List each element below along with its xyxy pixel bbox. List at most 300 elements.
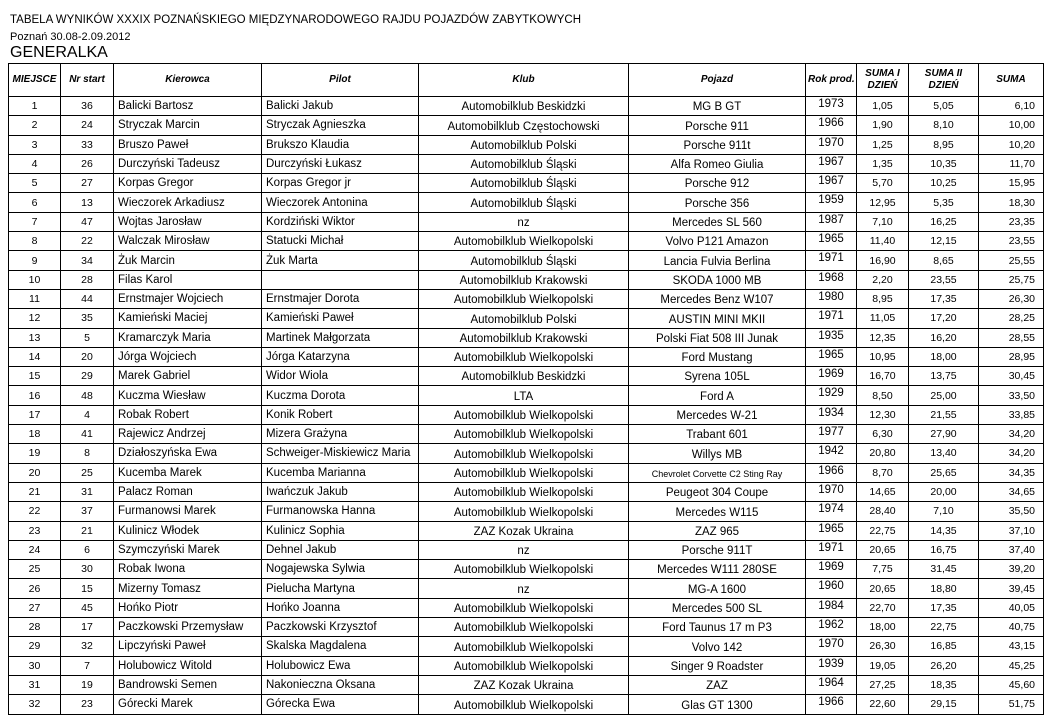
cell-sum-total: 34,20 <box>979 444 1044 463</box>
cell-driver: Kamieński Maciej <box>114 309 262 328</box>
col-header-year: Rok prod. <box>806 64 857 97</box>
cell-sum-total: 23,55 <box>979 232 1044 251</box>
cell-year: 1934 <box>806 405 857 424</box>
cell-start-number: 37 <box>61 502 114 521</box>
cell-driver: Walczak Mirosław <box>114 232 262 251</box>
cell-club: Automobilklub Wielkopolski <box>419 347 629 366</box>
table-row <box>9 482 1044 501</box>
cell-pilot: Wieczorek Antonina <box>262 193 419 212</box>
cell-driver: Stryczak Marcin <box>114 116 262 135</box>
cell-place: 22 <box>9 502 61 521</box>
cell-sum-day2: 16,85 <box>909 637 979 656</box>
cell-vehicle: Mercedes Benz W107 <box>629 289 806 308</box>
cell-club: Automobilklub Wielkopolski <box>419 695 629 714</box>
cell-place: 14 <box>9 347 61 366</box>
cell-vehicle: Glas GT 1300 <box>629 695 806 714</box>
cell-year: 1974 <box>806 502 857 521</box>
cell-driver: Furmanowsi Marek <box>114 502 262 521</box>
cell-year: 1929 <box>806 386 857 405</box>
cell-sum-day2: 29,15 <box>909 695 979 714</box>
cell-start-number: 33 <box>61 135 114 154</box>
cell-sum-day2: 22,75 <box>909 618 979 637</box>
cell-sum-total: 33,85 <box>979 405 1044 424</box>
cell-pilot: Martinek Małgorzata <box>262 328 419 347</box>
cell-sum-total: 45,25 <box>979 656 1044 675</box>
cell-vehicle: Porsche 911t <box>629 135 806 154</box>
cell-place: 21 <box>9 482 61 501</box>
cell-year: 1970 <box>806 482 857 501</box>
cell-vehicle: Alfa Romeo Giulia <box>629 154 806 173</box>
cell-place: 23 <box>9 521 61 540</box>
cell-club: Automobilklub Wielkopolski <box>419 482 629 501</box>
cell-sum-day1: 20,65 <box>857 579 909 598</box>
table-row <box>9 174 1044 193</box>
cell-pilot: Paczkowski Krzysztof <box>262 618 419 637</box>
cell-year: 1970 <box>806 637 857 656</box>
cell-sum-day2: 16,25 <box>909 212 979 231</box>
cell-sum-day2: 18,80 <box>909 579 979 598</box>
cell-sum-day2: 13,40 <box>909 444 979 463</box>
cell-sum-day1: 16,70 <box>857 367 909 386</box>
cell-place: 30 <box>9 656 61 675</box>
cell-club: nz <box>419 579 629 598</box>
cell-pilot: Mizera Grażyna <box>262 425 419 444</box>
cell-driver: Żuk Marcin <box>114 251 262 270</box>
cell-sum-day2: 8,65 <box>909 251 979 270</box>
cell-driver: Marek Gabriel <box>114 367 262 386</box>
cell-place: 25 <box>9 560 61 579</box>
document-title: TABELA WYNIKÓW XXXIX POZNAŃSKIEGO MIĘDZYNARODOWEGO RAJDU POJAZDÓW ZABYTKOWYCH <box>10 14 582 26</box>
cell-driver: Szymczyński Marek <box>114 540 262 559</box>
cell-sum-day2: 8,95 <box>909 135 979 154</box>
cell-place: 16 <box>9 386 61 405</box>
cell-year: 1984 <box>806 598 857 617</box>
cell-vehicle: Ford Taunus 17 m P3 <box>629 618 806 637</box>
col-header-sum-day1: SUMA I DZIEŃ <box>857 64 909 97</box>
cell-sum-total: 28,55 <box>979 328 1044 347</box>
cell-sum-day1: 8,50 <box>857 386 909 405</box>
cell-year: 1968 <box>806 270 857 289</box>
cell-start-number: 23 <box>61 695 114 714</box>
col-header-driver: Kierowca <box>114 64 262 97</box>
cell-place: 32 <box>9 695 61 714</box>
cell-sum-day2: 5,35 <box>909 193 979 212</box>
cell-vehicle: Ford Mustang <box>629 347 806 366</box>
cell-year: 1971 <box>806 309 857 328</box>
cell-sum-day1: 22,75 <box>857 521 909 540</box>
cell-start-number: 22 <box>61 232 114 251</box>
cell-vehicle: Mercedes W115 <box>629 502 806 521</box>
cell-start-number: 36 <box>61 97 114 116</box>
col-header-pilot: Pilot <box>262 64 419 97</box>
cell-place: 19 <box>9 444 61 463</box>
cell-club: Automobilklub Śląski <box>419 174 629 193</box>
cell-sum-day2: 17,35 <box>909 289 979 308</box>
cell-sum-day2: 14,35 <box>909 521 979 540</box>
cell-year: 1960 <box>806 579 857 598</box>
table-row <box>9 463 1044 482</box>
cell-driver: Robak Robert <box>114 405 262 424</box>
cell-driver: Wieczorek Arkadiusz <box>114 193 262 212</box>
cell-year: 1966 <box>806 695 857 714</box>
table-row <box>9 598 1044 617</box>
cell-start-number: 21 <box>61 521 114 540</box>
table-row <box>9 579 1044 598</box>
cell-vehicle: Mercedes SL 560 <box>629 212 806 231</box>
cell-pilot: Pielucha Martyna <box>262 579 419 598</box>
cell-place: 8 <box>9 232 61 251</box>
cell-sum-day1: 12,30 <box>857 405 909 424</box>
cell-start-number: 7 <box>61 656 114 675</box>
cell-pilot: Żuk Marta <box>262 251 419 270</box>
cell-year: 1971 <box>806 540 857 559</box>
cell-sum-day2: 26,20 <box>909 656 979 675</box>
cell-start-number: 26 <box>61 154 114 173</box>
cell-sum-day1: 8,95 <box>857 289 909 308</box>
cell-start-number: 17 <box>61 618 114 637</box>
col-header-sum-total: SUMA <box>979 64 1044 97</box>
cell-vehicle: Peugeot 304 Coupe <box>629 482 806 501</box>
cell-sum-day1: 10,95 <box>857 347 909 366</box>
cell-sum-total: 10,20 <box>979 135 1044 154</box>
cell-place: 31 <box>9 675 61 694</box>
cell-year: 1965 <box>806 521 857 540</box>
cell-sum-total: 34,65 <box>979 482 1044 501</box>
table-row <box>9 270 1044 289</box>
cell-place: 28 <box>9 618 61 637</box>
cell-driver: Lipczyński Paweł <box>114 637 262 656</box>
cell-club: Automobilklub Wielkopolski <box>419 463 629 482</box>
cell-sum-day2: 18,00 <box>909 347 979 366</box>
cell-vehicle: Polski Fiat 508 III Junak <box>629 328 806 347</box>
cell-pilot: Jórga Katarzyna <box>262 347 419 366</box>
cell-start-number: 32 <box>61 637 114 656</box>
cell-club: Automobilklub Wielkopolski <box>419 656 629 675</box>
cell-driver: Ernstmajer Wojciech <box>114 289 262 308</box>
table-row <box>9 425 1044 444</box>
cell-sum-total: 37,10 <box>979 521 1044 540</box>
cell-place: 5 <box>9 174 61 193</box>
cell-sum-day2: 18,35 <box>909 675 979 694</box>
cell-sum-day2: 10,35 <box>909 154 979 173</box>
cell-sum-day2: 31,45 <box>909 560 979 579</box>
table-row <box>9 560 1044 579</box>
cell-start-number: 28 <box>61 270 114 289</box>
cell-sum-total: 43,15 <box>979 637 1044 656</box>
cell-year: 1987 <box>806 212 857 231</box>
cell-pilot: Widor Wiola <box>262 367 419 386</box>
cell-club: ZAZ Kozak Ukraina <box>419 675 629 694</box>
table-row <box>9 675 1044 694</box>
cell-start-number: 19 <box>61 675 114 694</box>
cell-sum-total: 23,35 <box>979 212 1044 231</box>
cell-pilot: Brukszo Klaudia <box>262 135 419 154</box>
cell-club: Automobilklub Krakowski <box>419 270 629 289</box>
cell-place: 3 <box>9 135 61 154</box>
cell-start-number: 24 <box>61 116 114 135</box>
cell-sum-total: 33,50 <box>979 386 1044 405</box>
cell-club: Automobilklub Beskidzki <box>419 367 629 386</box>
cell-sum-total: 34,20 <box>979 425 1044 444</box>
cell-place: 11 <box>9 289 61 308</box>
cell-driver: Hońko Piotr <box>114 598 262 617</box>
table-row <box>9 367 1044 386</box>
cell-year: 1966 <box>806 463 857 482</box>
cell-vehicle: Mercedes W111 280SE <box>629 560 806 579</box>
cell-vehicle: Lancia Fulvia Berlina <box>629 251 806 270</box>
cell-driver: Korpas Gregor <box>114 174 262 193</box>
cell-vehicle: MG-A 1600 <box>629 579 806 598</box>
cell-sum-total: 6,10 <box>979 97 1044 116</box>
cell-pilot: Statucki Michał <box>262 232 419 251</box>
cell-vehicle: Syrena 105L <box>629 367 806 386</box>
section-title: GENERALKA <box>10 44 108 61</box>
table-row <box>9 386 1044 405</box>
cell-sum-total: 25,55 <box>979 251 1044 270</box>
cell-start-number: 15 <box>61 579 114 598</box>
cell-club: nz <box>419 540 629 559</box>
cell-club: Automobilklub Polski <box>419 309 629 328</box>
cell-club: Automobilklub Wielkopolski <box>419 560 629 579</box>
cell-sum-total: 10,00 <box>979 116 1044 135</box>
cell-pilot: Balicki Jakub <box>262 97 419 116</box>
cell-sum-day1: 20,65 <box>857 540 909 559</box>
cell-sum-total: 28,25 <box>979 309 1044 328</box>
cell-sum-day1: 22,60 <box>857 695 909 714</box>
cell-year: 1967 <box>806 154 857 173</box>
cell-sum-day2: 21,55 <box>909 405 979 424</box>
cell-pilot: Ernstmajer Dorota <box>262 289 419 308</box>
cell-vehicle: Mercedes 500 SL <box>629 598 806 617</box>
cell-pilot: Kucemba Marianna <box>262 463 419 482</box>
cell-driver: Bruszo Paweł <box>114 135 262 154</box>
cell-club: nz <box>419 212 629 231</box>
cell-club: Automobilklub Polski <box>419 135 629 154</box>
cell-driver: Rajewicz Andrzej <box>114 425 262 444</box>
cell-place: 4 <box>9 154 61 173</box>
cell-vehicle: Volvo 142 <box>629 637 806 656</box>
cell-start-number: 47 <box>61 212 114 231</box>
place-date: Poznań 30.08-2.09.2012 <box>10 31 131 43</box>
cell-place: 20 <box>9 463 61 482</box>
cell-sum-day2: 13,75 <box>909 367 979 386</box>
cell-pilot: Górecka Ewa <box>262 695 419 714</box>
cell-vehicle: Chevrolet Corvette C2 Sting Ray <box>629 463 806 482</box>
cell-place: 17 <box>9 405 61 424</box>
cell-sum-total: 37,40 <box>979 540 1044 559</box>
cell-driver: Jórga Wojciech <box>114 347 262 366</box>
cell-start-number: 35 <box>61 309 114 328</box>
table-row <box>9 405 1044 424</box>
col-header-sum-day2: SUMA II DZIEŃ <box>909 64 979 97</box>
table-row <box>9 193 1044 212</box>
cell-start-number: 45 <box>61 598 114 617</box>
cell-sum-day2: 17,20 <box>909 309 979 328</box>
cell-driver: Mizerny Tomasz <box>114 579 262 598</box>
cell-driver: Kulinicz Włodek <box>114 521 262 540</box>
cell-club: Automobilklub Śląski <box>419 154 629 173</box>
cell-sum-day1: 12,35 <box>857 328 909 347</box>
cell-pilot: Durczyński Łukasz <box>262 154 419 173</box>
cell-club: Automobilklub Krakowski <box>419 328 629 347</box>
cell-sum-total: 39,45 <box>979 579 1044 598</box>
cell-year: 1935 <box>806 328 857 347</box>
cell-sum-day2: 7,10 <box>909 502 979 521</box>
cell-club: Automobilklub Wielkopolski <box>419 598 629 617</box>
cell-year: 1959 <box>806 193 857 212</box>
cell-club: Automobilklub Wielkopolski <box>419 425 629 444</box>
cell-place: 6 <box>9 193 61 212</box>
cell-pilot: Dehnel Jakub <box>262 540 419 559</box>
cell-driver: Bandrowski Semen <box>114 675 262 694</box>
cell-sum-day1: 6,30 <box>857 425 909 444</box>
cell-pilot: Nogajewska Sylwia <box>262 560 419 579</box>
cell-start-number: 48 <box>61 386 114 405</box>
cell-sum-day1: 22,70 <box>857 598 909 617</box>
cell-pilot: Iwańczuk Jakub <box>262 482 419 501</box>
cell-year: 1967 <box>806 174 857 193</box>
cell-vehicle: AUSTIN MINI MKII <box>629 309 806 328</box>
table-row <box>9 212 1044 231</box>
cell-pilot: Kulinicz Sophia <box>262 521 419 540</box>
cell-vehicle: Volvo P121 Amazon <box>629 232 806 251</box>
cell-vehicle: Porsche 911 <box>629 116 806 135</box>
cell-start-number: 41 <box>61 425 114 444</box>
cell-pilot: Stryczak Agnieszka <box>262 116 419 135</box>
cell-year: 1980 <box>806 289 857 308</box>
table-row <box>9 656 1044 675</box>
cell-driver: Balicki Bartosz <box>114 97 262 116</box>
cell-pilot: Kamieński Paweł <box>262 309 419 328</box>
cell-place: 9 <box>9 251 61 270</box>
cell-sum-day1: 8,70 <box>857 463 909 482</box>
cell-sum-day2: 25,00 <box>909 386 979 405</box>
table-row <box>9 232 1044 251</box>
cell-driver: Palacz Roman <box>114 482 262 501</box>
cell-place: 7 <box>9 212 61 231</box>
cell-start-number: 25 <box>61 463 114 482</box>
col-header-vehicle: Pojazd <box>629 64 806 97</box>
cell-start-number: 5 <box>61 328 114 347</box>
cell-sum-day1: 14,65 <box>857 482 909 501</box>
table-row <box>9 444 1044 463</box>
cell-place: 2 <box>9 116 61 135</box>
cell-sum-day2: 5,05 <box>909 97 979 116</box>
cell-sum-day1: 11,05 <box>857 309 909 328</box>
cell-pilot: Holubowicz Ewa <box>262 656 419 675</box>
cell-year: 1962 <box>806 618 857 637</box>
cell-start-number: 13 <box>61 193 114 212</box>
cell-year: 1969 <box>806 560 857 579</box>
cell-driver: Kucemba Marek <box>114 463 262 482</box>
cell-club: Automobilklub Wielkopolski <box>419 637 629 656</box>
cell-driver: Paczkowski Przemysław <box>114 618 262 637</box>
cell-vehicle: MG B GT <box>629 97 806 116</box>
cell-sum-day2: 10,25 <box>909 174 979 193</box>
cell-vehicle: Ford A <box>629 386 806 405</box>
cell-start-number: 31 <box>61 482 114 501</box>
cell-sum-total: 40,75 <box>979 618 1044 637</box>
cell-sum-total: 34,35 <box>979 463 1044 482</box>
cell-sum-day1: 7,10 <box>857 212 909 231</box>
cell-sum-day1: 1,35 <box>857 154 909 173</box>
cell-sum-day1: 2,20 <box>857 270 909 289</box>
cell-year: 1942 <box>806 444 857 463</box>
table-row <box>9 289 1044 308</box>
cell-pilot: Hońko Joanna <box>262 598 419 617</box>
cell-pilot: Kordziński Wiktor <box>262 212 419 231</box>
cell-place: 10 <box>9 270 61 289</box>
cell-sum-day1: 20,80 <box>857 444 909 463</box>
cell-sum-day2: 25,65 <box>909 463 979 482</box>
table-row <box>9 116 1044 135</box>
cell-vehicle: Mercedes W-21 <box>629 405 806 424</box>
cell-vehicle: SKODA 1000 MB <box>629 270 806 289</box>
col-header-start-number: Nr start <box>61 64 114 97</box>
cell-sum-total: 26,30 <box>979 289 1044 308</box>
cell-pilot: Furmanowska Hanna <box>262 502 419 521</box>
cell-sum-total: 39,20 <box>979 560 1044 579</box>
cell-sum-total: 15,95 <box>979 174 1044 193</box>
cell-pilot: Nakonieczna Oksana <box>262 675 419 694</box>
table-row <box>9 540 1044 559</box>
cell-pilot: Schweiger-Miskiewicz Maria <box>262 444 419 463</box>
cell-start-number: 30 <box>61 560 114 579</box>
cell-club: Automobilklub Wielkopolski <box>419 405 629 424</box>
cell-place: 15 <box>9 367 61 386</box>
cell-driver: Wojtas Jarosław <box>114 212 262 231</box>
cell-place: 29 <box>9 637 61 656</box>
cell-vehicle: Porsche 356 <box>629 193 806 212</box>
cell-year: 1977 <box>806 425 857 444</box>
cell-sum-day2: 8,10 <box>909 116 979 135</box>
cell-driver: Kuczma Wiesław <box>114 386 262 405</box>
cell-vehicle: Porsche 911T <box>629 540 806 559</box>
cell-driver: Działoszyńska Ewa <box>114 444 262 463</box>
cell-sum-total: 11,70 <box>979 154 1044 173</box>
table-row <box>9 521 1044 540</box>
cell-start-number: 34 <box>61 251 114 270</box>
cell-sum-day1: 11,40 <box>857 232 909 251</box>
cell-place: 27 <box>9 598 61 617</box>
cell-place: 1 <box>9 97 61 116</box>
cell-start-number: 6 <box>61 540 114 559</box>
cell-sum-day2: 27,90 <box>909 425 979 444</box>
table-row <box>9 637 1044 656</box>
cell-place: 26 <box>9 579 61 598</box>
table-row <box>9 97 1044 116</box>
cell-year: 1939 <box>806 656 857 675</box>
cell-sum-day1: 1,90 <box>857 116 909 135</box>
cell-sum-total: 40,05 <box>979 598 1044 617</box>
cell-sum-total: 25,75 <box>979 270 1044 289</box>
table-row <box>9 618 1044 637</box>
table-row <box>9 309 1044 328</box>
cell-sum-day1: 16,90 <box>857 251 909 270</box>
cell-pilot: Kuczma Dorota <box>262 386 419 405</box>
table-row <box>9 347 1044 366</box>
cell-club: LTA <box>419 386 629 405</box>
table-header-row <box>9 64 1044 97</box>
cell-driver: Filas Karol <box>114 270 262 289</box>
cell-vehicle: Singer 9 Roadster <box>629 656 806 675</box>
cell-club: Automobilklub Śląski <box>419 251 629 270</box>
col-header-club: Klub <box>419 64 629 97</box>
cell-place: 13 <box>9 328 61 347</box>
cell-sum-total: 45,60 <box>979 675 1044 694</box>
cell-sum-day1: 1,05 <box>857 97 909 116</box>
table-row <box>9 135 1044 154</box>
